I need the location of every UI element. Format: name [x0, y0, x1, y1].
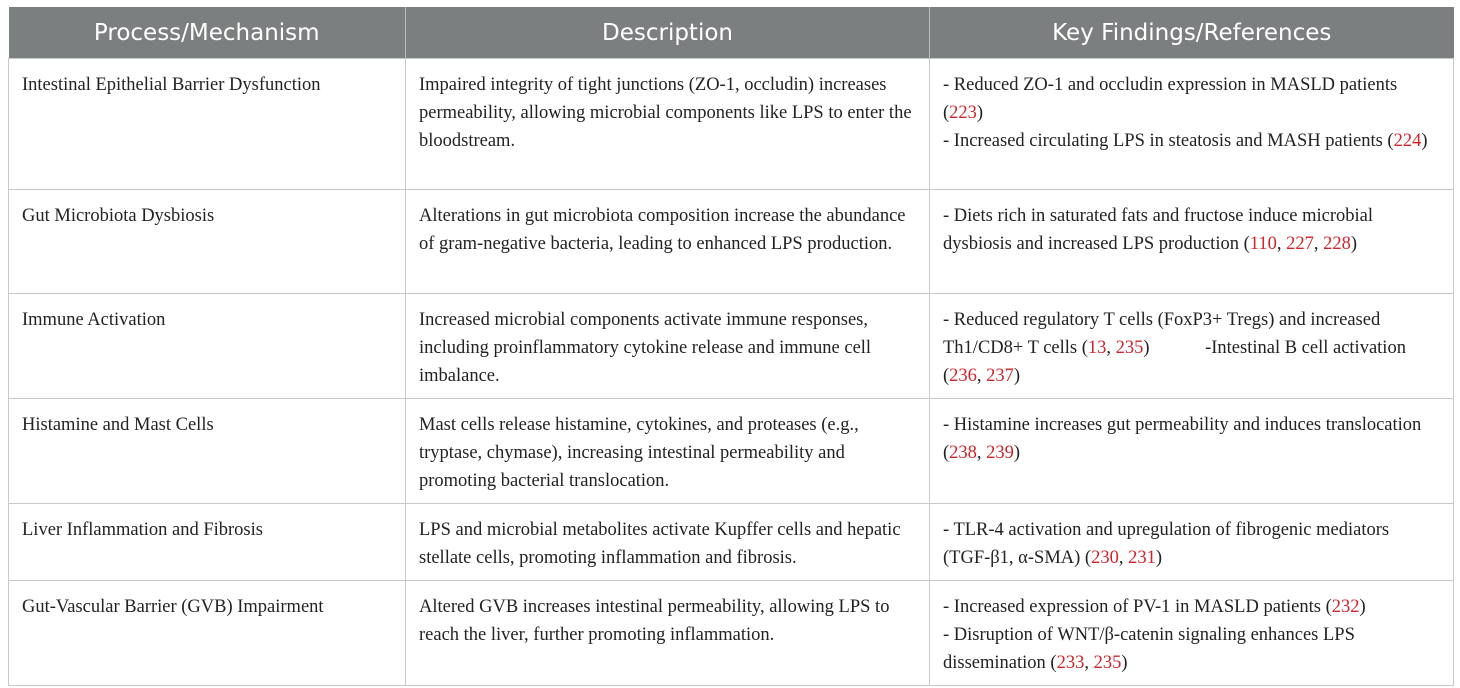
- finding-text: - Increased expression of PV-1 in MASLD patients (: [943, 597, 1332, 617]
- findings-cell: [930, 59, 1454, 190]
- finding-text: - Reduced ZO-1 and occludin expression in MASLD patients (: [943, 75, 1398, 123]
- reference-link[interactable]: 228: [1323, 234, 1351, 254]
- description-cell: Altered GVB increases intestinal permeability, allowing LPS to reach the liver, further promoting inflammation.: [406, 581, 930, 686]
- findings-cell: [930, 581, 1454, 686]
- reference-link[interactable]: 231: [1128, 548, 1156, 568]
- reference-link[interactable]: 236: [949, 366, 977, 386]
- ref-separator: ,: [1276, 234, 1287, 254]
- findings-cell: [930, 190, 1454, 294]
- table-row: [9, 59, 1454, 190]
- finding-item: [943, 411, 1440, 467]
- finding-paren: ): [1143, 338, 1150, 358]
- ref-separator: ,: [1118, 548, 1129, 568]
- reference-link[interactable]: 239: [986, 443, 1014, 463]
- process-cell: Liver Inflammation and Fibrosis: [9, 504, 406, 581]
- reference-link[interactable]: 233: [1056, 653, 1085, 673]
- finding-item: [943, 621, 1440, 677]
- ref-separator: ,: [1084, 653, 1094, 673]
- process-cell: Immune Activation: [9, 294, 406, 399]
- process-cell: Intestinal Epithelial Barrier Dysfunction: [9, 59, 406, 190]
- reference-link[interactable]: 237: [986, 366, 1014, 386]
- finding-text: -Intestinal B cell activation (: [943, 338, 1406, 386]
- table-row: [9, 399, 1454, 504]
- reference-link[interactable]: 224: [1393, 131, 1422, 151]
- finding-paren: ): [1013, 443, 1021, 463]
- reference-link[interactable]: 110: [1249, 234, 1277, 254]
- findings-cell: [930, 294, 1454, 399]
- finding-item: [943, 127, 1440, 155]
- header-process: Process/Mechanism: [9, 7, 406, 59]
- finding-text: - Diets rich in saturated fats and fructose induce microbial dysbiosis and increased LPS production (: [943, 206, 1373, 254]
- reference-link[interactable]: 235: [1093, 653, 1122, 673]
- ref-separator: ,: [1106, 338, 1116, 358]
- findings-cell: [930, 399, 1454, 504]
- process-cell: Gut Microbiota Dysbiosis: [9, 190, 406, 294]
- description-cell: Impaired integrity of tight junctions (ZO-1, occludin) increases permeability, allowing microbial components like LPS to enter the bloodstream.: [406, 59, 930, 190]
- finding-item: [943, 593, 1440, 621]
- finding-paren: ): [1359, 597, 1366, 617]
- process-cell: Gut-Vascular Barrier (GVB) Impairment: [9, 581, 406, 686]
- reference-link[interactable]: 13: [1087, 338, 1107, 358]
- description-cell: Alterations in gut microbiota composition increase the abundance of gram-negative bacteria, leading to enhanced LPS production.: [406, 190, 930, 294]
- ref-separator: ,: [976, 443, 987, 463]
- process-cell: Histamine and Mast Cells: [9, 399, 406, 504]
- findings-cell: [930, 504, 1454, 581]
- ref-separator: ,: [976, 366, 987, 386]
- table-row: [9, 294, 1454, 399]
- table-row: [9, 581, 1454, 686]
- finding-text: - Disruption of WNT/β-catenin signaling enhances LPS dissemination (: [943, 625, 1355, 673]
- finding-paren: ): [1155, 548, 1163, 568]
- finding-text: - Histamine increases gut permeability and induces translocation (: [943, 415, 1422, 463]
- reference-link[interactable]: 223: [949, 103, 977, 123]
- header-row: [9, 7, 1454, 59]
- reference-link[interactable]: 230: [1091, 548, 1119, 568]
- reference-link[interactable]: 227: [1286, 234, 1314, 254]
- mechanisms-table: [8, 7, 1454, 686]
- description-cell: LPS and microbial metabolites activate Kupffer cells and hepatic stellate cells, promoting inflammation and fibrosis.: [406, 504, 930, 581]
- header-description: Description: [406, 7, 930, 59]
- finding-paren: ): [1013, 366, 1021, 386]
- description-cell: Increased microbial components activate immune responses, including proinflammatory cytokine release and immune cell imbalance.: [406, 294, 930, 399]
- description-cell: Mast cells release histamine, cytokines, and proteases (e.g., tryptase, chymase), increasing intestinal permeability and promoting bacterial translocation.: [406, 399, 930, 504]
- finding-item: [943, 71, 1440, 127]
- finding-text: - Reduced regulatory T cells (FoxP3+ Tregs) and increased Th1/CD8+ T cells (: [943, 310, 1381, 358]
- reference-link[interactable]: 232: [1331, 597, 1360, 617]
- finding-item: [943, 516, 1440, 572]
- finding-item: [943, 202, 1440, 258]
- ref-separator: ,: [1313, 234, 1324, 254]
- reference-link[interactable]: 235: [1115, 338, 1144, 358]
- table-row: [9, 504, 1454, 581]
- table-row: [9, 190, 1454, 294]
- finding-paren: ): [1350, 234, 1357, 254]
- finding-paren: ): [976, 103, 984, 123]
- header-findings: Key Findings/References: [930, 7, 1454, 59]
- finding-text: - Increased circulating LPS in steatosis and MASH patients (: [943, 131, 1394, 151]
- finding-paren: ): [1121, 653, 1128, 673]
- finding-paren: ): [1421, 131, 1428, 151]
- finding-text: - TLR-4 activation and upregulation of fibrogenic mediators (TGF-β1, α-SMA) (: [943, 520, 1390, 568]
- reference-link[interactable]: 238: [949, 443, 977, 463]
